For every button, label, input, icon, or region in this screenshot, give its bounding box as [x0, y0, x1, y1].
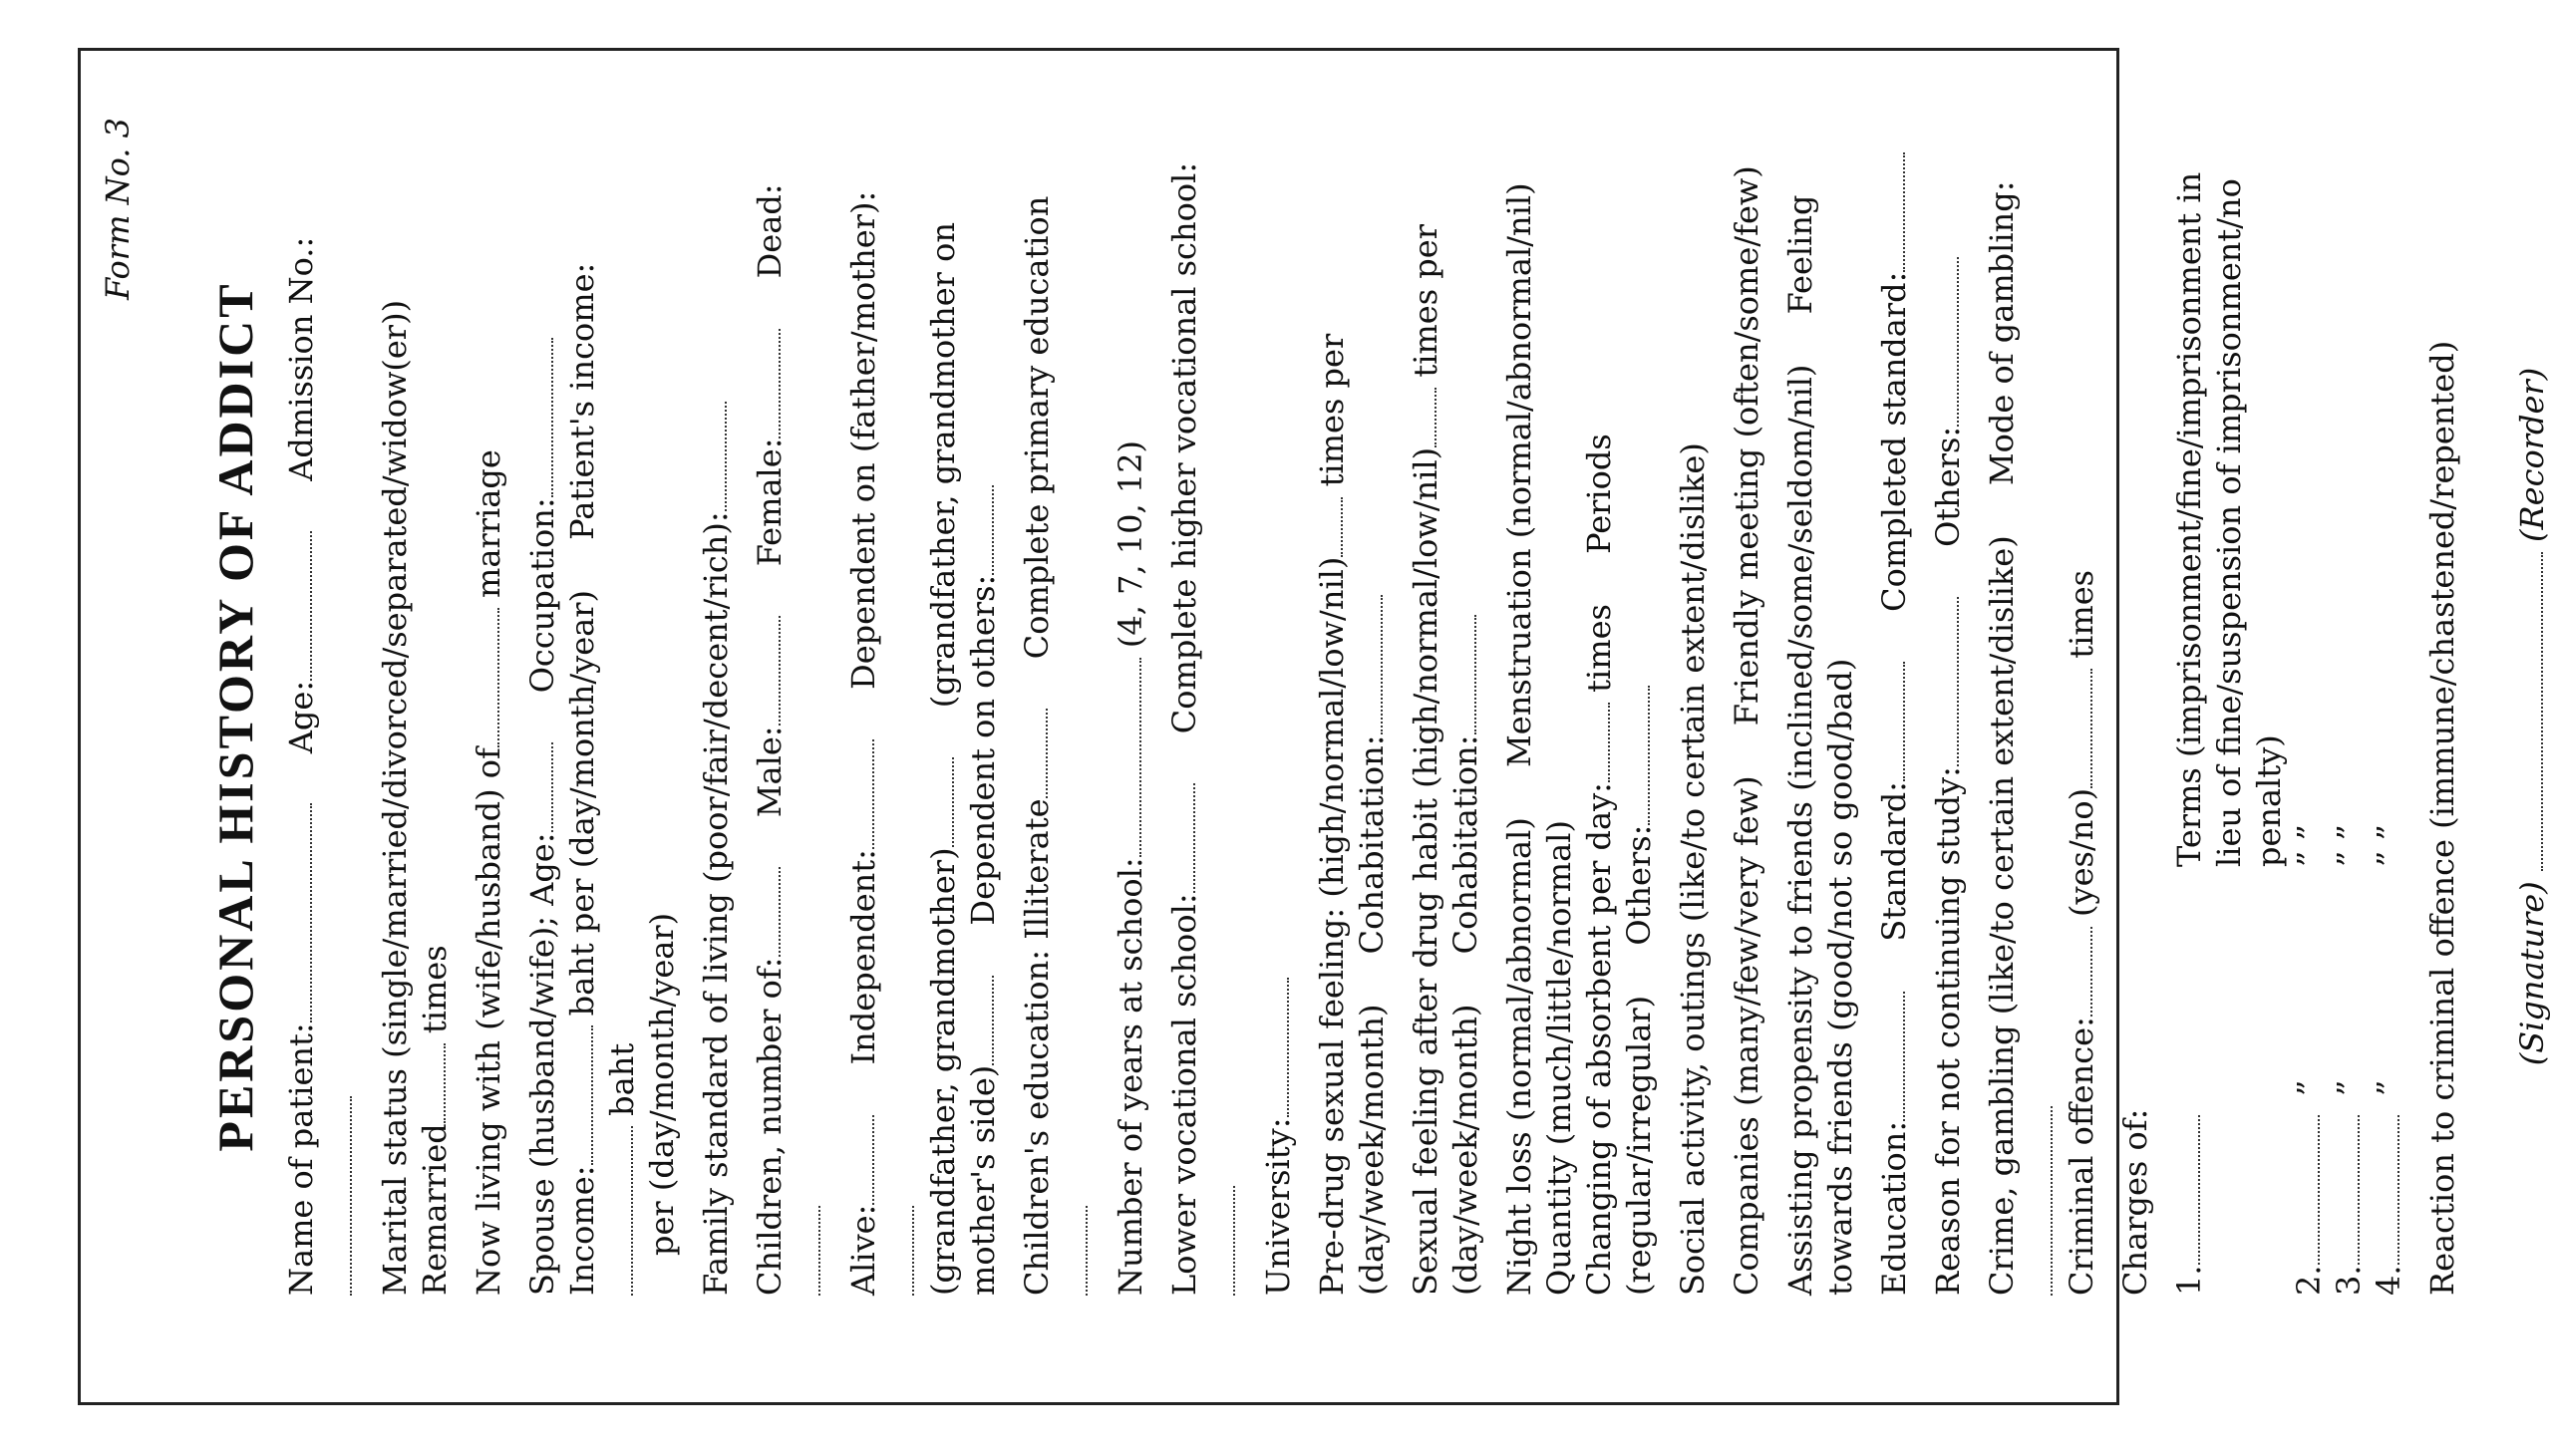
field-reason[interactable]: [1931, 597, 1959, 766]
field-standard[interactable]: [1877, 662, 1905, 781]
row-assisting: [1780, 138, 1860, 1296]
field-charge[interactable]: [2372, 1115, 2399, 1265]
label-reaction: Reaction to criminal offence (immune/chastened/repented): [2423, 340, 2461, 1296]
label-cohabitation-2: Cohabitation:: [1446, 734, 1484, 955]
label-friendly: Friendly meeting (often/some/few): [1728, 165, 1765, 727]
label-night-loss: Night loss (normal/abnormal): [1500, 817, 1538, 1296]
label-children: Children, number of:: [751, 957, 789, 1296]
label-female: Female:: [751, 437, 789, 567]
label-higher-voc: Complete higher vocational school:: [1165, 161, 1203, 734]
field-years-school[interactable]: [1114, 658, 1141, 857]
label-baht-per: baht per (day/month/year): [563, 589, 601, 1017]
label-name: Name of patient:: [282, 1022, 320, 1296]
charge-number: 1.: [2170, 1265, 2208, 1296]
label-terms: Terms (imprisonment/fine/imprisonment in lieu of fine/suspension of imprisonment/no penalty): [2170, 171, 2288, 867]
label-predrug: Pre-drug sexual feeling: (high/normal/low/nil): [1313, 556, 1351, 1296]
label-family: Family standard of living (poor/fair/decent/rich):: [697, 511, 735, 1296]
row-predrug: [1312, 138, 1392, 1296]
charges-table: [2169, 138, 2408, 1296]
label-dead: Dead:: [751, 183, 789, 279]
row-living: [469, 138, 508, 1296]
label-quantity: Quantity (much/little/normal): [1540, 820, 1578, 1296]
field-age[interactable]: [284, 531, 312, 681]
field-male[interactable]: [753, 616, 781, 726]
label-social: Social activity, outings (like/to certain extent/dislike): [1674, 442, 1712, 1296]
label-years-school: Number of years at school:: [1112, 857, 1149, 1296]
label-independent: Independent:: [844, 849, 882, 1065]
label-cohabitation-1: Cohabitation:: [1353, 734, 1391, 955]
label-changing: Changing of absorbent per day:: [1580, 782, 1618, 1296]
field-charge[interactable]: [2332, 1115, 2360, 1265]
label-occupation: Occupation:: [523, 497, 561, 694]
label-dependent-others: Dependent on others:: [964, 574, 1002, 926]
row-years: [1111, 138, 1150, 1296]
label-criminal-times: times: [2063, 569, 2100, 659]
label-marital: Marital status (single/married/divorced/separated/widow(er)): [376, 299, 414, 1296]
label-yesno: (yes/no): [2063, 787, 2100, 917]
row-alive: [843, 138, 1003, 1296]
field-independent[interactable]: [846, 739, 874, 849]
row-charges: [2115, 138, 2408, 1296]
label-mode: Mode of gambling:: [1983, 180, 2021, 486]
field-living[interactable]: [472, 608, 499, 747]
field-others-1[interactable]: [1622, 686, 1650, 825]
label-times: times: [416, 945, 454, 1034]
label-completed: Completed standard:: [1875, 271, 1913, 612]
row-sexual-after: [1406, 138, 1485, 1296]
ditto-mark: ”: [2370, 1079, 2407, 1096]
rotated-page: [78, 48, 2551, 1405]
field-patient-income[interactable]: [605, 1126, 633, 1296]
label-baht: baht: [603, 1042, 641, 1116]
row-social: [1673, 138, 1713, 1296]
field-female[interactable]: [753, 329, 781, 438]
label-children-edu: Children's education: Illiterate: [1018, 798, 1056, 1296]
field-alive[interactable]: [846, 1115, 874, 1205]
field-lower-voc[interactable]: [1167, 783, 1195, 893]
field-sexual-after[interactable]: [1409, 388, 1436, 447]
field-charge[interactable]: [2172, 1115, 2200, 1265]
label-living: Now living with (wife/husband) of: [470, 747, 507, 1296]
row-reaction: [2422, 138, 2462, 1296]
label-patient-income: Patient's income:: [563, 262, 601, 540]
ditto-mark: ”: [2370, 850, 2407, 867]
label-periods: Periods (regular/irregular): [1580, 434, 1658, 1296]
field-grandfather-mother[interactable]: [966, 976, 994, 1065]
field-occupation[interactable]: [525, 338, 553, 497]
label-recorder: (Recorder): [2513, 367, 2551, 542]
field-education[interactable]: [1877, 992, 1905, 1121]
form-page: [78, 48, 2551, 1405]
label-complete-primary: Complete primary education: [1018, 195, 1056, 660]
label-grandfather: (grandfather, grandmother): [924, 847, 962, 1296]
field-spouse-age[interactable]: [525, 742, 553, 832]
label-standard: Standard:: [1875, 781, 1913, 942]
charge-number: 4.: [2370, 1265, 2407, 1296]
ditto-mark: ”: [2290, 850, 2328, 867]
label-reason: Reason for not continuing study:: [1929, 766, 1967, 1296]
label-feeling-friends: Feeling towards friends (good/not so good/bad): [1781, 194, 1859, 1296]
field-income[interactable]: [565, 1026, 593, 1166]
label-changing-times: times: [1580, 604, 1618, 693]
label-crime: Crime, gambling (like/to certain extent/dislike): [1983, 535, 2021, 1296]
field-name[interactable]: [284, 803, 312, 1022]
field-dependent-others[interactable]: [966, 485, 994, 575]
row-night-loss: [1499, 138, 1659, 1296]
row-vocational: [1164, 138, 1244, 1296]
label-lower-voc: Lower vocational school:: [1165, 893, 1203, 1296]
label-dependent-on: Dependent on (father/mother):: [844, 190, 882, 690]
field-completed[interactable]: [1877, 152, 1905, 272]
label-criminal: Criminal offence:: [2063, 1017, 2100, 1296]
field-family[interactable]: [699, 402, 727, 511]
field-dependent-on[interactable]: [886, 1206, 914, 1296]
field-children[interactable]: [753, 867, 781, 957]
field-charge[interactable]: [2292, 1115, 2320, 1265]
field-complete-primary[interactable]: [1060, 1206, 1088, 1296]
label-alive: Alive:: [844, 1204, 882, 1296]
form-number: Form No. 3: [99, 118, 137, 300]
label-assisting: Assisting propensity to friends (inclined/some/seldom/nil): [1781, 364, 1819, 1296]
row-companies: [1727, 138, 1766, 1296]
label-after-times: times per (day/week/month): [1407, 223, 1484, 1296]
label-others-1: Others:: [1620, 824, 1658, 946]
field-others-2[interactable]: [1931, 257, 1959, 427]
row-children: [750, 138, 829, 1296]
label-spouse: Spouse (husband/wife); Age:: [523, 832, 561, 1296]
ditto-mark: ”: [2370, 824, 2407, 841]
field-cohabitation-1[interactable]: [1355, 595, 1383, 734]
label-predrug-times: times per (day/week/month): [1313, 333, 1391, 1296]
label-remarried: Remarried: [416, 1123, 454, 1296]
field-mode[interactable]: [2025, 1106, 2053, 1296]
row-crime: [1982, 138, 2101, 1296]
row-marital: [375, 138, 455, 1296]
signature-line: [2512, 138, 2552, 1296]
ditto-mark: ”: [2330, 850, 2368, 867]
field-university[interactable]: [1261, 979, 1289, 1118]
label-grandfather-mother: (grandfather, grandmother on mother's side): [924, 221, 1002, 1296]
field-changing[interactable]: [1582, 703, 1610, 782]
label-male: Male:: [751, 726, 789, 818]
row-reason: [1928, 138, 1968, 1296]
field-grandfather[interactable]: [926, 757, 954, 847]
field-criminal[interactable]: [2065, 927, 2092, 1017]
ditto-mark: ”: [2330, 824, 2368, 841]
row-family: [696, 138, 736, 1296]
field-dead[interactable]: [793, 1206, 820, 1296]
label-age: Age:: [282, 680, 320, 754]
label-university: University:: [1259, 1117, 1297, 1296]
label-admission: Admission No.:: [282, 236, 320, 481]
field-illiterate[interactable]: [1020, 709, 1048, 798]
charge-number: 3.: [2330, 1265, 2368, 1296]
row-spouse: [522, 138, 682, 1296]
row-children-edu: [1017, 138, 1097, 1296]
field-signature[interactable]: [2515, 552, 2543, 871]
label-sexual-after: Sexual feeling after drug habit (high/normal/low/nil): [1407, 446, 1444, 1296]
field-higher-voc[interactable]: [1207, 1186, 1235, 1296]
label-years-list: (4, 7, 10, 12): [1112, 439, 1149, 649]
field-admission[interactable]: [324, 1096, 352, 1296]
field-predrug[interactable]: [1315, 497, 1343, 557]
field-cohabitation-2[interactable]: [1448, 615, 1476, 734]
form-title: PERSONAL HISTORY OF ADDICT: [207, 281, 263, 1152]
label-marriage: marriage: [470, 449, 507, 598]
label-income: Income:: [563, 1165, 601, 1296]
row-education: [1874, 138, 1914, 1296]
ditto-mark: ”: [2290, 824, 2328, 841]
row-university: [1258, 138, 1298, 1296]
row-name: [281, 138, 361, 1296]
label-charges: Charges of:: [2116, 1108, 2154, 1296]
field-remarried[interactable]: [418, 1043, 446, 1123]
label-companies: Companies (many/few/very few): [1728, 775, 1765, 1296]
field-criminal-times[interactable]: [2065, 669, 2092, 788]
label-others-2: Others:: [1929, 426, 1967, 547]
label-per-day: per (day/month/year): [643, 912, 681, 1256]
charge-number: 2.: [2290, 1265, 2328, 1296]
label-education: Education:: [1875, 1120, 1913, 1296]
ditto-mark: ”: [2330, 1079, 2368, 1096]
label-menstruation: Menstruation (normal/abnormal/nil): [1500, 182, 1538, 767]
label-signature: (Signature): [2513, 881, 2551, 1066]
ditto-mark: ”: [2290, 1079, 2328, 1096]
